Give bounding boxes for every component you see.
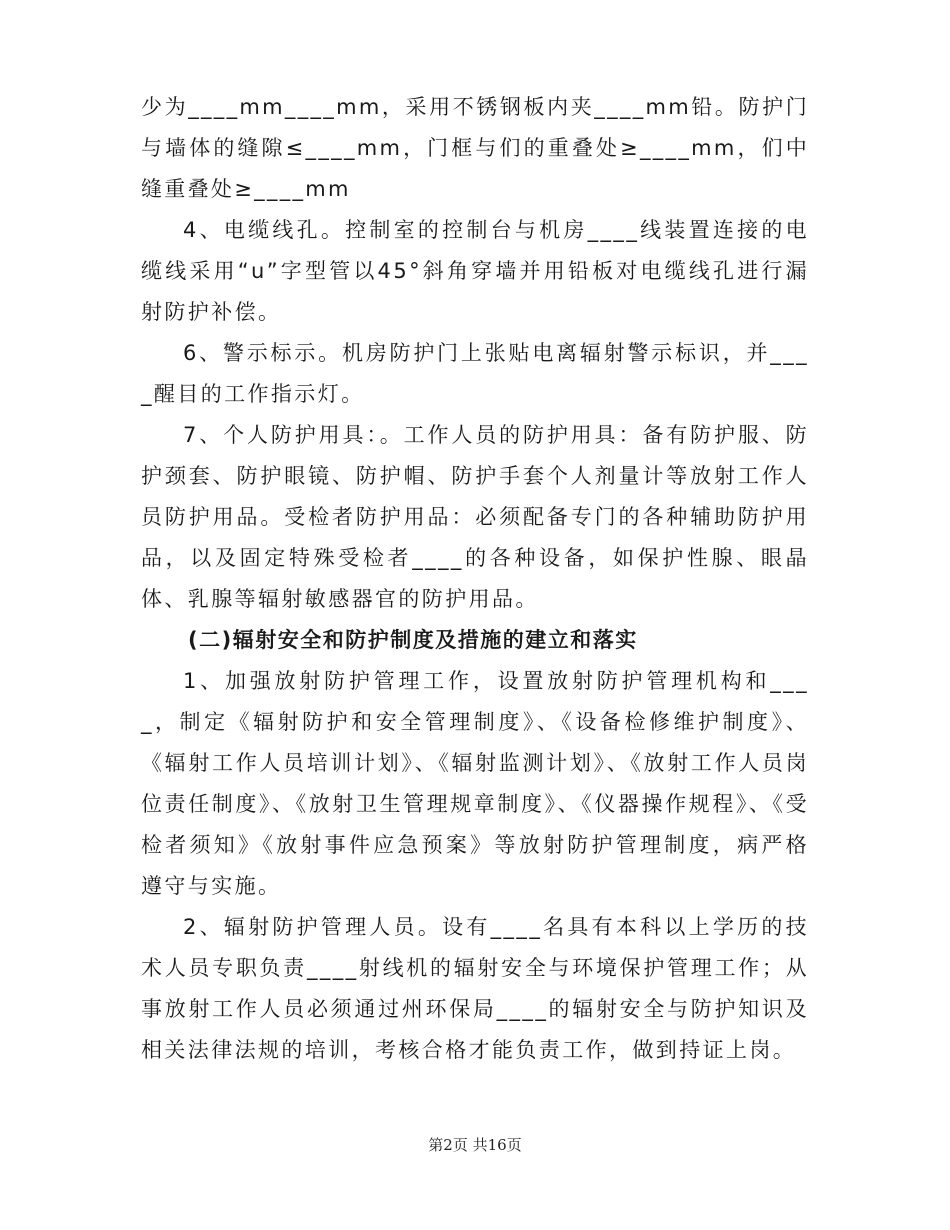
paragraph-management-work: 1、加强放射防护管理工作，设置放射防护管理机构和____，制定《辐射防护和安全管理制度》、《设备检修维护制度》、《辐射工作人员培训计划》、《辐射监测计划》、《放射工作人员岗位责任制度》、《放射卫生管理规章制度》、《仪器操作规程》、《受检者须知》《放射事件应急预案》等放射防护管理制度，病严格遵守与实施。: [141, 669, 809, 898]
paragraph-continuation: 少为____mm____mm，采用不锈钢板内夹____mm铅。防护门与墙体的缝隙≤____mm，门框与们的重叠处≥____mm，们中缝重叠处≥____mm: [141, 95, 809, 201]
section-heading: (二)辐射安全和防护制度及措施的建立和落实: [188, 628, 638, 652]
paragraph-warning-signs: 6、警示标示。机房防护门上张贴电离辐射警示标识，并____醒目的工作指示灯。: [141, 341, 809, 406]
page-number: 第2页 共16页: [428, 1136, 522, 1154]
paragraph-management-personnel: 2、辐射防护管理人员。设有____名具有本科以上学历的技术人员专职负责____射线机的辐射安全与环境保护管理工作；从事放射工作人员必须通过州环保局____的辐射安全与防护知识及相关法律法规的培训，考核合格才能负责工作，做到持证上岗。: [141, 915, 809, 1062]
document-body: [141, 87, 809, 1071]
paragraph-cable-holes: 4、电缆线孔。控制室的控制台与机房____线装置连接的电缆线采用“u”字型管以45°斜角穿墙并用铅板对电缆线孔进行漏射防护补偿。: [141, 218, 809, 324]
paragraph-personal-protection: 7、个人防护用具：。工作人员的防护用具：备有防护服、防护颈套、防护眼镜、防护帽、防护手套个人剂量计等放射工作人员防护用品。受检者防护用品：必须配备专门的各种辅助防护用品，以及固定特殊受检者____的各种设备，如保护性腺、眼晶体、乳腺等辐射敏感器官的防护用品。: [141, 423, 809, 611]
